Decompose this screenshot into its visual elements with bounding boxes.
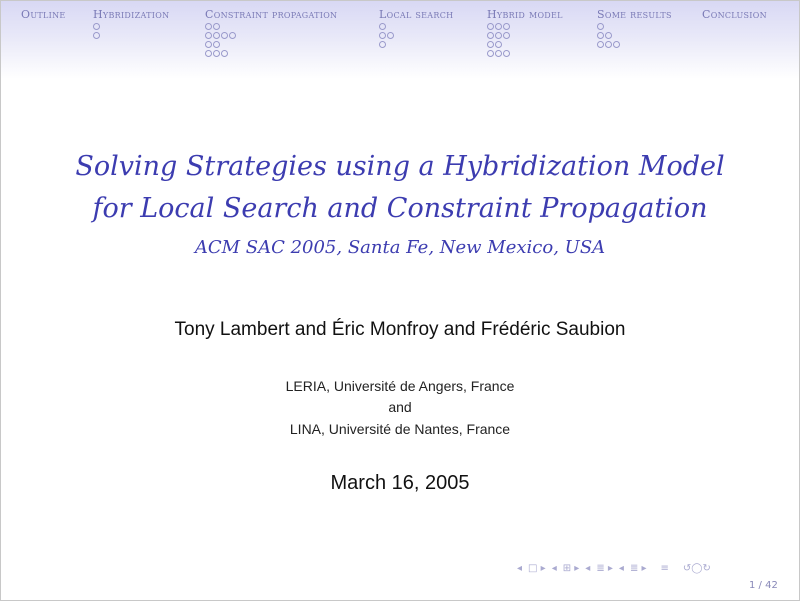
subsection-dot-row [93,31,169,40]
subsection-dot-row [205,22,337,31]
section-dots [597,22,672,49]
subsection-dot-row [597,31,672,40]
frame-dot-icon[interactable] [503,23,510,30]
frame-dot-icon[interactable] [487,50,494,57]
frame-dot-icon[interactable] [205,50,212,57]
frame-dot-icon[interactable] [379,41,386,48]
slide-title-line2: for Local Search and Constraint Propagation [92,193,708,224]
section-hybridization[interactable]: Hybridization [93,8,169,40]
frame-dot-icon[interactable] [205,32,212,39]
frame-dot-icon[interactable] [213,41,220,48]
frame-dot-icon[interactable] [229,32,236,39]
subsection-dot-row [379,31,453,40]
section-constraint-propagation[interactable]: Constraint propagation [205,8,337,58]
frame-dot-icon[interactable] [605,41,612,48]
institute-line2: LINA, Université de Nantes, France [289,421,511,437]
slide-title-line1: Solving Strategies using a Hybridization Model [75,151,725,182]
subsection-dot-row [205,40,337,49]
subsection-dot-row [379,22,453,31]
frame-dot-icon[interactable] [597,32,604,39]
section-outline[interactable]: Outline [21,8,66,21]
subsection-dot-row [93,22,169,31]
frame-dot-icon[interactable] [495,41,502,48]
nav-next-subsection-icon[interactable]: ≣ ▸ [629,563,647,574]
slide-subtitle: ACM SAC 2005, Santa Fe, New Mexico, USA [194,237,606,258]
nav-prev-section-icon[interactable]: ◂ [585,563,591,574]
frame-dot-icon[interactable] [221,50,228,57]
presentation-date: March 16, 2005 [330,472,470,494]
nav-next-frame-icon[interactable]: ⊞ ▸ [562,563,580,574]
nav-prev-slide-icon[interactable]: ◂ [517,563,523,574]
nav-align-icon[interactable]: ≡ [660,563,669,574]
nav-prev-frame-icon[interactable]: ◂ [551,563,557,574]
frame-dot-icon[interactable] [213,32,220,39]
frame-dot-icon[interactable] [503,50,510,57]
subsection-dot-row [597,22,672,31]
frame-dot-icon[interactable] [605,32,612,39]
subsection-dot-row [205,49,337,58]
subsection-dot-row [487,22,563,31]
page-number: 1 / 42 [749,580,778,591]
subsection-dot-row [597,40,672,49]
frame-dot-icon[interactable] [487,23,494,30]
frame-dot-icon[interactable] [487,32,494,39]
frame-dot-icon[interactable] [487,41,494,48]
frame-dot-icon[interactable] [379,32,386,39]
section-dots [487,22,563,58]
institute-and: and [388,399,412,415]
frame-dot-icon[interactable] [205,41,212,48]
frame-dot-icon[interactable] [221,32,228,39]
frame-dot-icon[interactable] [387,32,394,39]
frame-dot-icon[interactable] [495,23,502,30]
frame-dot-icon[interactable] [597,41,604,48]
frame-dot-icon[interactable] [93,23,100,30]
frame-dot-icon[interactable] [495,32,502,39]
nav-search-icon[interactable]: ↺◯↻ [682,563,711,574]
section-dots [379,22,453,49]
section-dots [93,22,169,40]
subsection-dot-row [487,40,563,49]
frame-dot-icon[interactable] [93,32,100,39]
authors: Tony Lambert and Éric Monfroy and Frédéric Saubion [174,319,626,340]
nav-next-section-icon[interactable]: ≣ ▸ [596,563,613,574]
institute-line1: LERIA, Université de Angers, France [285,378,515,394]
beamer-navigation-bar [517,563,711,574]
navigation-header [1,1,799,79]
frame-dot-icon[interactable] [597,23,604,30]
frame-dot-icon[interactable] [379,23,386,30]
subsection-dot-row [379,40,453,49]
frame-dot-icon[interactable] [495,50,502,57]
nav-prev-subsection-icon[interactable]: ◂ [618,563,624,574]
frame-dot-icon[interactable] [613,41,620,48]
frame-dot-icon[interactable] [213,50,220,57]
subsection-dot-row [205,31,337,40]
section-dots [205,22,337,58]
nav-next-slide-icon[interactable]: □ ▸ [528,563,546,574]
section-conclusion[interactable]: Conclusion [702,8,767,21]
subsection-dot-row [487,49,563,58]
subsection-dot-row [487,31,563,40]
section-some-results[interactable]: Some results [597,8,672,49]
section-local-search[interactable]: Local search [379,8,453,49]
frame-dot-icon[interactable] [205,23,212,30]
frame-dot-icon[interactable] [213,23,220,30]
frame-dot-icon[interactable] [503,32,510,39]
section-hybrid-model[interactable]: Hybrid model [487,8,563,58]
